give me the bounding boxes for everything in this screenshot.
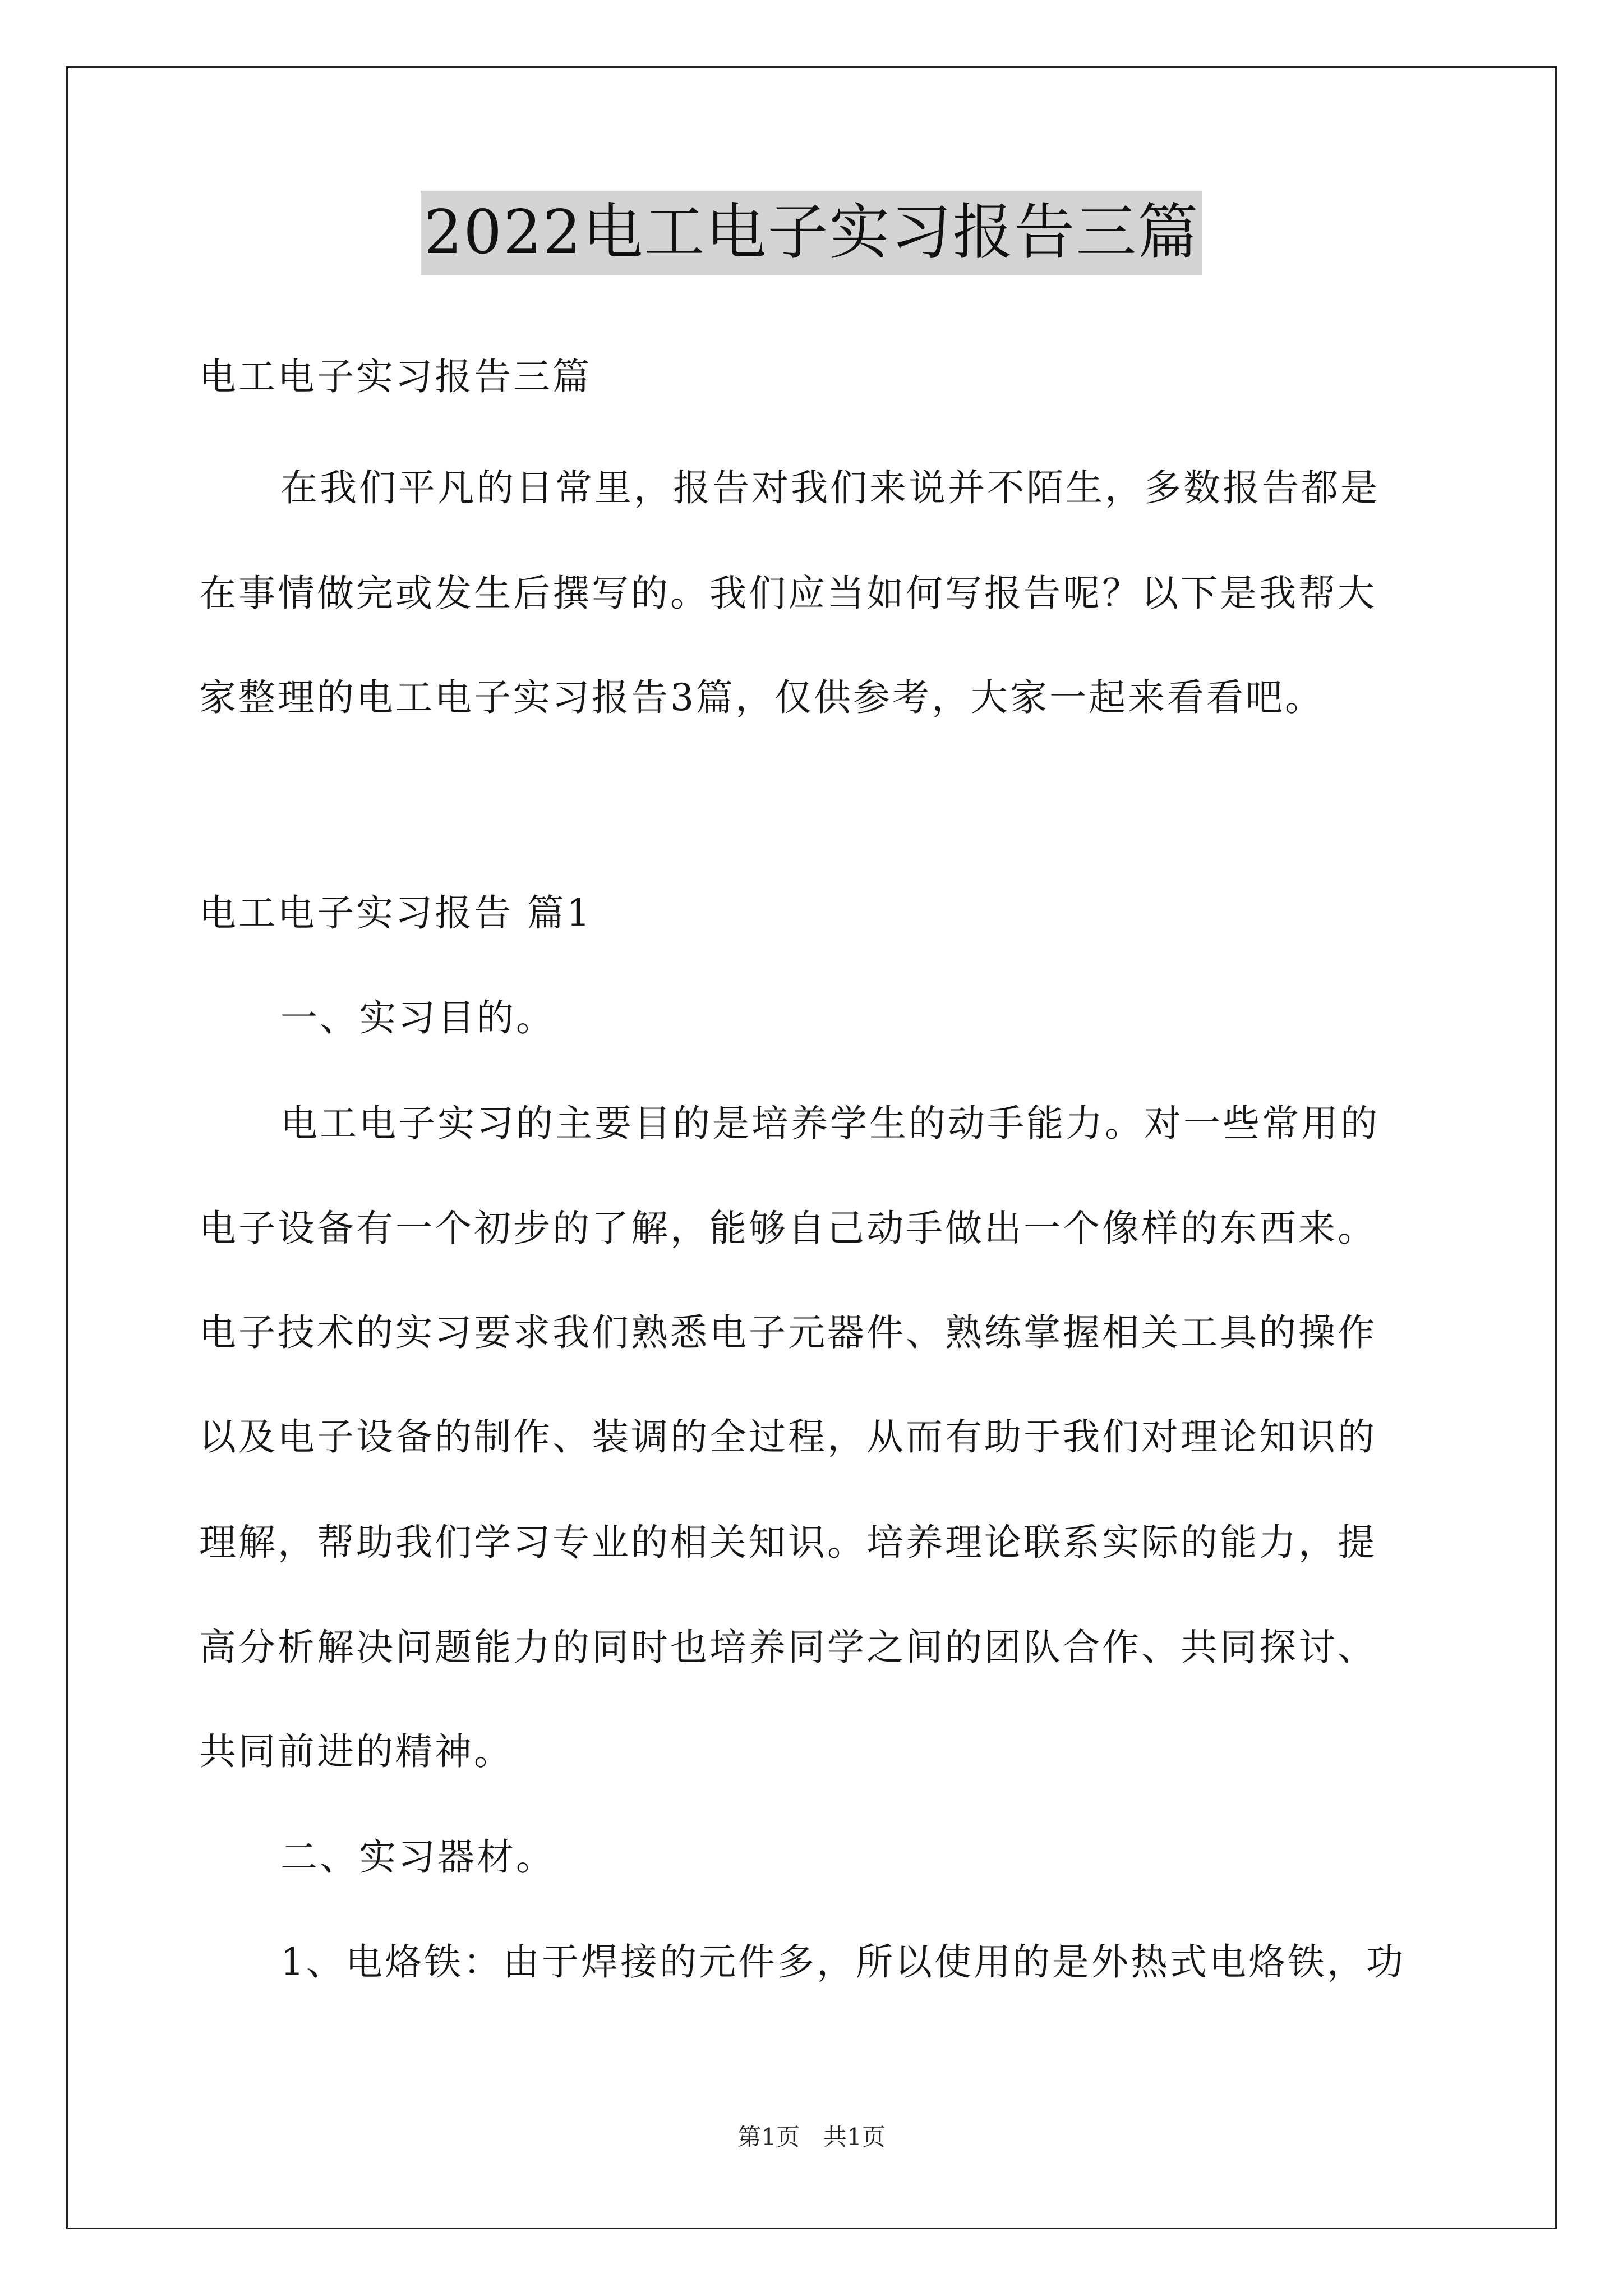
page-footer: 第1页 共1页 [737,2123,886,2151]
title-container [0,191,1623,275]
intro-line-1: 在我们平凡的日常里，报告对我们来说并不陌生，多数报告都是 [280,466,1380,509]
intro-line-3: 家整理的电工电子实习报告3篇，仅供参考，大家一起来看看吧。 [199,676,1324,719]
purpose-line-4: 以及电子设备的制作、装调的全过程，从而有助于我们对理论知识的 [199,1415,1377,1458]
purpose-line-1: 电工电子实习的主要目的是培养学生的动手能力。对一些常用的 [280,1102,1380,1145]
purpose-line-2: 电子设备有一个初步的了解，能够自己动手做出一个像样的东西来。 [199,1207,1377,1250]
section-heading: 电工电子实习报告 篇1 [199,891,592,935]
equipment-item-1: 1、电烙铁：由于焊接的元件多，所以使用的是外热式电烙铁，功 [280,1940,1405,1984]
equipment-heading: 二、实习器材。 [280,1835,555,1879]
purpose-line-6: 高分析解决问题能力的同时也培养同学之间的团队合作、共同探讨、 [199,1626,1377,1669]
document-title: 2022电工电子实习报告三篇 [421,191,1203,275]
purpose-line-7: 共同前进的精神。 [199,1730,513,1773]
intro-line-2: 在事情做完或发生后撰写的。我们应当如何写报告呢？以下是我帮大 [199,572,1377,615]
purpose-line-3: 电子技术的实习要求我们熟悉电子元器件、熟练掌握相关工具的操作 [199,1311,1377,1354]
purpose-heading: 一、实习目的。 [280,996,555,1039]
purpose-line-5: 理解，帮助我们学习专业的相关知识。培养理论联系实际的能力，提 [199,1521,1377,1564]
subtitle: 电工电子实习报告三篇 [199,355,592,398]
